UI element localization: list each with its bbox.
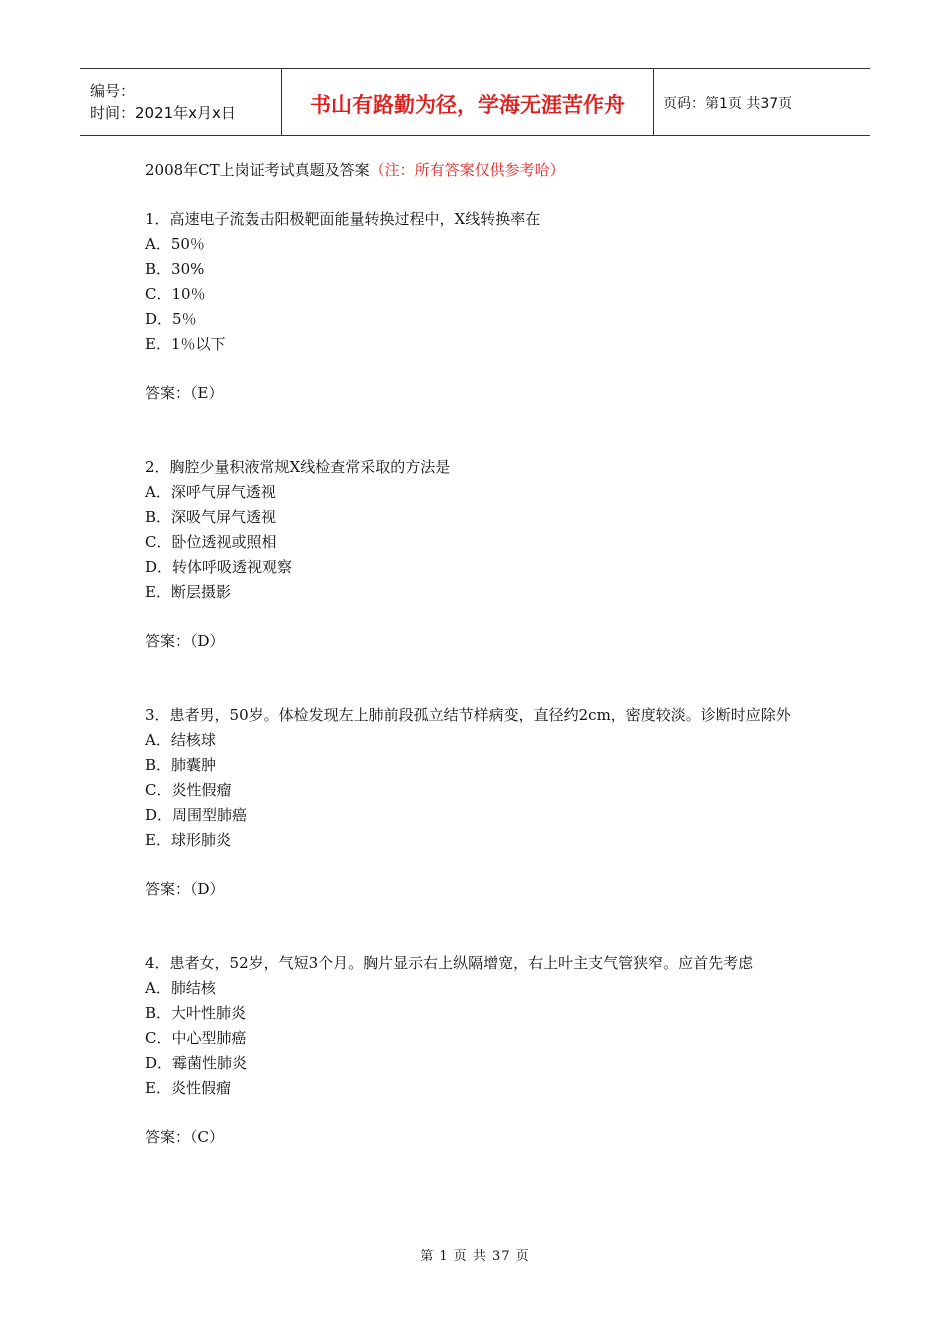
option-a: A．肺结核: [145, 979, 216, 997]
option-b: B．30%: [145, 260, 205, 278]
answer: 答案：（E）: [145, 384, 224, 402]
question-4: [145, 951, 825, 1150]
title-note: （注：所有答案仅供参考哈）: [369, 161, 565, 179]
question-1: [145, 207, 825, 406]
header-motto: [282, 69, 654, 135]
document-body: [145, 158, 825, 1150]
question-stem: 3．患者男，50岁。体检发现左上肺前段孤立结节样病变，直径约2cm，密度较淡。诊断时应除外: [145, 706, 791, 724]
option-d: D．霉菌性肺炎: [145, 1054, 248, 1072]
question-stem: 4．患者女，52岁，气短3个月。胸片显示右上纵隔增宽，右上叶主支气管狭窄。应首先考虑: [145, 954, 754, 972]
question-stem: 1．高速电子流轰击阳极靶面能量转换过程中，X线转换率在: [145, 210, 541, 228]
option-e: E．1％以下: [145, 335, 226, 353]
document-number-label: 编号：: [90, 82, 136, 100]
answer: 答案：（D）: [145, 632, 225, 650]
option-c: C．中心型肺癌: [145, 1029, 247, 1047]
page-number-label: 页码：第1页 共37页: [663, 96, 793, 112]
option-d: D．5％: [145, 310, 197, 328]
option-e: E．炎性假瘤: [145, 1079, 231, 1097]
answer: 答案：（C）: [145, 1128, 224, 1146]
answer: 答案：（D）: [145, 880, 225, 898]
option-d: D．转体呼吸透视观察: [145, 558, 293, 576]
footer-page-number: 第 1 页 共 37 页: [420, 1249, 530, 1264]
title-text: 2008年CT上岗证考试真题及答案: [145, 161, 370, 179]
motto-text: 书山有路勤为径，学海无涯苦作舟: [310, 93, 625, 117]
header-meta: [80, 69, 282, 135]
option-c: C．卧位透视或照相: [145, 533, 277, 551]
option-d: D．周围型肺癌: [145, 806, 248, 824]
document-date: 时间：2021年x月x日: [90, 104, 236, 122]
document-title: [145, 158, 825, 183]
option-b: B．大叶性肺炎: [145, 1004, 247, 1022]
question-2: [145, 455, 825, 654]
header-page-info: [654, 69, 870, 135]
option-c: C．炎性假瘤: [145, 781, 232, 799]
option-a: A．结核球: [145, 731, 216, 749]
page-header: [80, 68, 870, 136]
option-a: A．深呼气屏气透视: [145, 483, 276, 501]
page-footer: [0, 1245, 950, 1264]
question-stem: 2．胸腔少量积液常规X线检查常采取的方法是: [145, 458, 451, 476]
option-b: B．深吸气屏气透视: [145, 508, 277, 526]
question-3: [145, 703, 825, 902]
option-e: E．球形肺炎: [145, 831, 231, 849]
option-e: E．断层摄影: [145, 583, 231, 601]
option-a: A．50％: [145, 235, 205, 253]
option-b: B．肺囊肿: [145, 756, 217, 774]
option-c: C．10％: [145, 285, 206, 303]
